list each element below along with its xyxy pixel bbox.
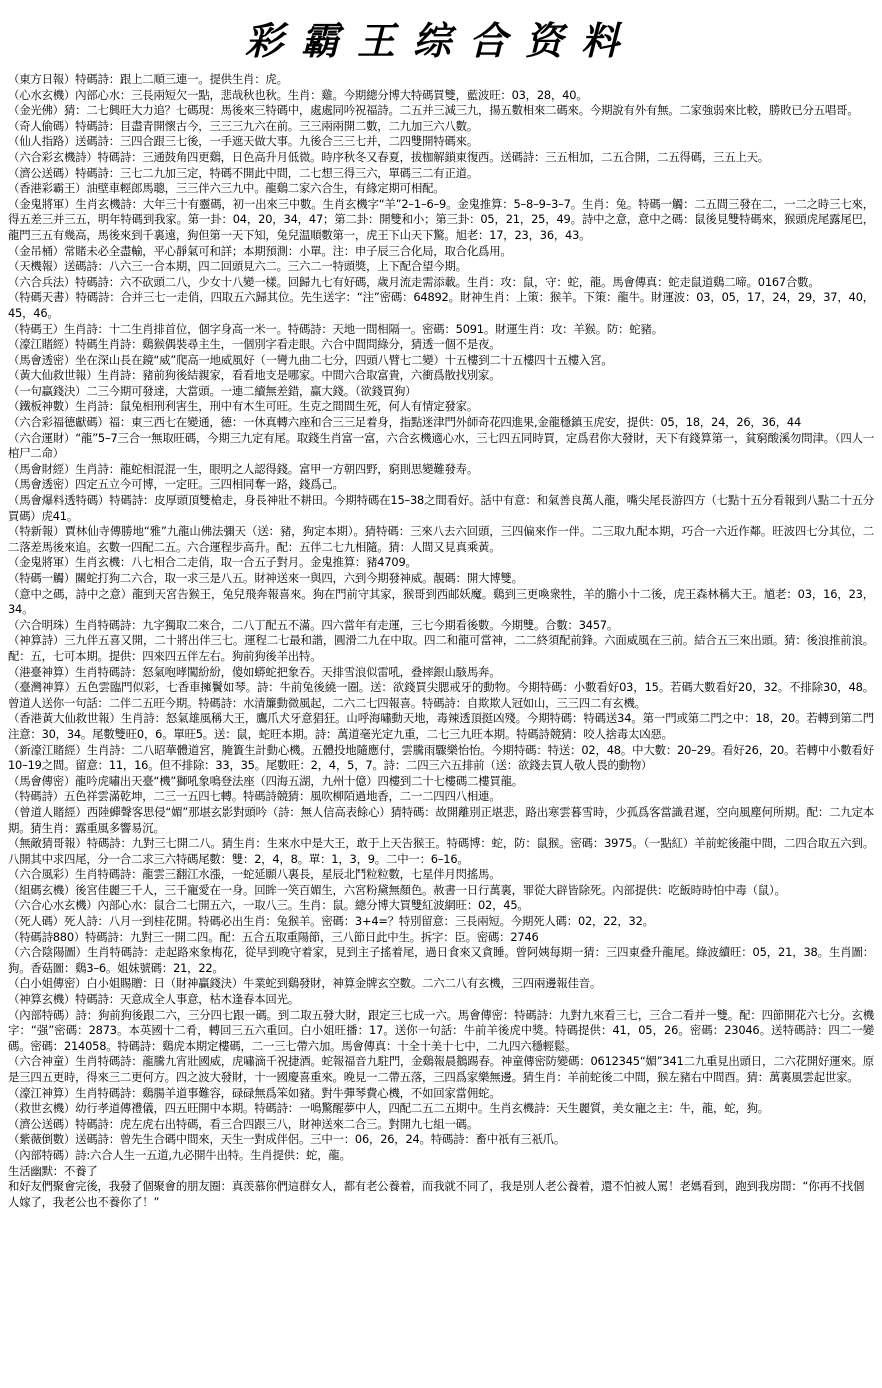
entry-source: （金鬼將軍） bbox=[8, 196, 76, 211]
entry-item bbox=[8, 805, 874, 836]
entry-text: 生肖玄機：八七相合二走俏，取一合五子對月。金鬼推算：豬4709。 bbox=[75, 555, 417, 570]
entry-item bbox=[8, 524, 874, 555]
entry-item bbox=[8, 1054, 874, 1085]
entry-item bbox=[8, 462, 874, 478]
entry-text: 生肖詩：鼠兔相刑利害生，刑中有木生可旺。生克之間間生死，何人有情定發家。 bbox=[75, 399, 479, 414]
entry-item bbox=[8, 883, 874, 899]
entry-item bbox=[8, 259, 874, 275]
entry-source: （六合心水玄機） bbox=[8, 898, 98, 913]
entry-source: （馬會財經） bbox=[8, 461, 76, 476]
entry-text: 特碼詩：九對三一開二四。配：五合五取重陽節，三八節日此中生。拆字：臣。密碼：2746 bbox=[85, 929, 539, 944]
page-title: 彩霸王综合资料 bbox=[244, 18, 637, 63]
entry-text: 關蛇打狗二六合，取一求三是八五。財神送來一與四，六到今期發神威。靚碼：開大博雙。 bbox=[75, 571, 523, 585]
entry-text: 坐在深山長在鏡“威”爬高一地威風好（一彎九曲二七分，四頭八臂七二變）十五樓到二十五樓四十五樓入宮。 bbox=[75, 352, 613, 367]
entry-source: （金吊桶） bbox=[8, 243, 64, 258]
entry-source: （神算玄機） bbox=[8, 992, 76, 1007]
entry-source: （白小姐傳密） bbox=[8, 976, 87, 991]
entry-source: （六合風彩） bbox=[8, 867, 76, 882]
entry-source: （死人碼） bbox=[8, 914, 64, 929]
entry-source: （濟公送碼） bbox=[8, 1116, 76, 1131]
entry-item bbox=[8, 368, 874, 384]
entry-item bbox=[8, 914, 874, 930]
entry-item bbox=[8, 353, 874, 369]
entry-item bbox=[8, 774, 874, 790]
entry-source: （六合彩福德獻碼） bbox=[8, 415, 109, 430]
entry-text: 特碼詩：虎左虎右出特碼，看三合四跟三八，財神送來二合三。對開九七組一碼。 bbox=[75, 1116, 479, 1131]
entry-source: （特新報） bbox=[8, 524, 65, 539]
entry-source: （特碼一觸） bbox=[8, 571, 76, 585]
entry-item bbox=[8, 743, 874, 774]
entry-text: 賈林仙寺傳勝地“雅”九龍山佛法彌天（送：豬，狗定本期）。猜特碼：三來八去六回頭，三四偏來作一伴。二三取九配本期，巧合一六近作鄰。旺波四七分其位，二二落差馬後來追。玄數一四配二五。六合運程步高升。配：五伴二七九相隨。猜：人間又見真乘黃。 bbox=[8, 524, 874, 554]
entry-source: （六合明珠） bbox=[8, 617, 76, 632]
entry-item bbox=[8, 181, 874, 197]
entry-text: 生肖特碼詩：鷄腸羊道事難容，碌碌無爲笨如豬。對牛彈琴費心機，不如回家當佣蛇。 bbox=[75, 1085, 501, 1100]
entry-source: （組碼玄機） bbox=[8, 882, 76, 897]
entry-text: “龍”5–7三合一無取旺碼，今期三九定有尾。取錢生肖富一富，六合玄機適心水，三七四五同時買，定爲君你大發財，天下有錢算第一，貧窮酸溪勿問津。（四人一棺尸二命） bbox=[8, 430, 874, 461]
entry-item bbox=[8, 166, 874, 182]
entry-text: 生肖特碼詩：龍雲三翻江水漲，一蛇延願八裏長，星辰北鬥粒粒數，七星伴月閃搖馬。 bbox=[75, 867, 501, 882]
entry-text: 特碼詩：九對三七開二八。猜生肖：生來水中是大王，敢于上天告猴王。特碼博：蛇，防：鼠猴。密碼：3975。（一點紅）羊前蛇後龍中間，二四合取五六到。八開其中求四尾，分一合二求三六特碼尾數：雙：2，4，8。單：1，3，9。二中一：6–16。 bbox=[8, 836, 874, 866]
entry-item bbox=[8, 836, 874, 867]
entry-text: 白小姐賜贈：日（財神贏錢決）牛業蛇到鷄發財，神算金牌玄空數。二六二八有玄機，三四兩邊報佳音。 bbox=[86, 976, 602, 991]
entry-item bbox=[8, 680, 874, 711]
entry-item bbox=[8, 711, 874, 742]
entry-source: （無敵猜哥報） bbox=[8, 836, 87, 851]
entry-source: （特碼詩880） bbox=[8, 929, 86, 944]
entry-item bbox=[8, 1132, 874, 1148]
entry-text: 生肖詩：豬前狗後結親家，看看地支是哪家。中間六合取富貴，六衝爲散找別家。 bbox=[97, 368, 501, 383]
entry-source: （內部特碼） bbox=[8, 1007, 76, 1022]
entry-source: （臺灣神算） bbox=[8, 680, 76, 695]
entry-item bbox=[8, 1101, 874, 1117]
entry-text: 後宮佳麗三千人，三千寵愛在一身。回眸一笑百媚生，六宮粉黛無顏色。赦書一日行萬裏，罪從大辟皆除死。內部提供：吃飯時時怕中毒（鼠）。 bbox=[75, 882, 786, 897]
entry-source: （馬會爆料透特碼） bbox=[8, 493, 110, 508]
entry-source: （仙人指路） bbox=[8, 134, 76, 149]
entry-item bbox=[8, 197, 874, 244]
entry-source: （香港黃大仙救世報） bbox=[8, 711, 121, 726]
entry-text: 二三今期可發達，大當頭。一連二續無差錯，赢大錢。（欲錢買狗） bbox=[86, 383, 417, 398]
entry-text: 特碼詩：六不砍頭二八，少女十八變一樣。回歸九七有好碼，歲月流走需添載。生肖：攻：鼠，守：蛇，龍。馬會傳真：蛇走鼠道鷄二啼。0167合數。 bbox=[75, 274, 820, 289]
entry-source: （濠江賭經） bbox=[8, 337, 76, 352]
entry-text: 送碼詩：曾先生合碼中間來，天生一對成伴侶。三中一：06，26，24。特碼詩：畜中祇有三祇爪。 bbox=[75, 1132, 566, 1147]
entry-source: （救世玄機） bbox=[8, 1101, 76, 1116]
entry-source: （六合神童） bbox=[8, 1054, 76, 1069]
entry-text: 死人詩：八月一到桂花開。特碼必出生肖：兔猴羊。密碼：3+4=？特別留意：三長兩短。今期死人碼：02，22，32。 bbox=[63, 914, 654, 929]
entry-source: （曾道人賭經） bbox=[8, 804, 87, 819]
entry-source: （東方日報） bbox=[8, 72, 76, 86]
entry-text: 生肖特碼詩：龍騰九宵壯國威，虎嘯滴千祝捷酒。蛇報福音九駐門，金鷄報晨鵝踢春。神童傳密防變碼：0612345“媚”341二九重見出頭日，二六花開好運來。原是三四五更時，得來三二更何方。四之波大發財，十一國慶喜重來。晚見一二帶五落，三四爲家樂無邊。猜生肖：羊前蛇後二中間，猴左豬右中間酉。猜：萬裏風雲起世家。 bbox=[8, 1054, 874, 1084]
entry-source: （馬會傳密） bbox=[8, 773, 76, 788]
entry-text: 送碼詩：三四合跟三七後，一手遮天做大事。九後合三三七并，二四雙開特碼來。 bbox=[75, 134, 479, 149]
entry-item bbox=[8, 275, 874, 291]
entry-source: （六合陰陽圖） bbox=[8, 945, 87, 960]
entry-text: 特碼詩：皮厚頭頂雙槍走，身長神壯不耕田。今期特碼在15–38之間看好。話中有意：和氣善良萬人龍，嘴尖尾長游四方（七點十五分看報到八點二十五分買碼）虎41。 bbox=[8, 493, 874, 523]
entry-item bbox=[8, 1086, 874, 1102]
entry-text: 內部心水：三長兩短欠一點，悲哉秋也秋。生肖：雞。今期總分博大特碼買雙，藍波旺：03，28，40。 bbox=[75, 87, 588, 102]
humor-text: 和好友們聚會完後，我發了個聚會的朋友圈：真羡慕你們這群女人，都有老公養着，而我就不同了，我是別人老公養着，還不怕被人罵！老媽看到，跑到我房間：“你再不找個人嫁了，我老公也不養你了！” bbox=[8, 1179, 865, 1209]
entry-source: （神算詩） bbox=[8, 633, 65, 648]
entry-item bbox=[8, 945, 874, 976]
entry-text: 猜：二七興旺大力追？七碼現：馬後來三特碼中，處處同吟祝福詩。二五并三減三九，揚五數相來二碼來。今期說有外有無。二家強弱來比較，勝敗已分五唱哥。 bbox=[63, 103, 859, 118]
entry-text: 詩：狗前狗後跟二六，三分四七跟一碼。到二取五發大財，跟定三七成一六。馬會傳密：特碼詩：九對九來看三七，三合二看并一雙。配：四節開花六七分。玄機字：“强”密碼：2873。本英國十二肴，轉回三五六重回。白小姐旺播：17。送你一句話：牛前羊後虎中獎。特碼提供：41，05，26。密碼：23046。送特碼詩：四二一變碼。密碼：214058。特碼詩：鷄虎本期定樓碼，二一三七帶六加。馬會傳真：十全十美十七中，二九四六穩輕鬆。 bbox=[8, 1007, 874, 1053]
entry-item bbox=[8, 930, 874, 946]
entry-source: （特碼詩） bbox=[8, 789, 64, 804]
entry-item bbox=[8, 337, 874, 353]
entry-source: （鐵板神數） bbox=[8, 399, 76, 414]
humor-heading: 生活幽默：不養了 bbox=[8, 1163, 98, 1178]
entry-item bbox=[8, 290, 874, 321]
entry-source: （濠江神算） bbox=[8, 1085, 76, 1100]
entry-item bbox=[8, 867, 874, 883]
entry-list bbox=[8, 72, 874, 1164]
entry-source: （黃大仙救世報） bbox=[8, 368, 98, 383]
entry-source: （內部特碼） bbox=[8, 1147, 76, 1162]
entry-text: 生肖特碼詩：九字獨取二來合，二八丁配五不滿。四六當年有走運，三七今期看後數。今期雙。合數：3457。 bbox=[75, 617, 619, 632]
entry-source: （港臺神算） bbox=[8, 664, 76, 679]
entry-item bbox=[8, 555, 874, 571]
entry-item bbox=[8, 665, 874, 681]
entry-text: 龍到天宮告猴王，兔兒飛奔報喜來。狗在門前守其家，猴哥到西邮妖魔。鷄到三更喚衆牲，羊的膽小十二後，虎王森林稱大王。馗老：03，16，23，34。 bbox=[8, 586, 874, 617]
entry-text: 生肖詩：十二生肖排首位，個字身高一米一。特碼詩：天地一間相隔一。密碼：5091。財運生肖：攻：羊猴。防：蛇豬。 bbox=[63, 321, 663, 336]
entry-text: 特碼詩：三通鼓角四更鷄，日色高升月低微。時序秋冬又春夏，拔枷解鎖東復西。送碼詩：三五相加，二五合開，二五得碼，三五上天。 bbox=[97, 149, 769, 164]
entry-item bbox=[8, 493, 874, 524]
entry-source: （心水玄機） bbox=[8, 87, 76, 102]
entry-item bbox=[8, 976, 874, 992]
entry-source: （新濠江賭經） bbox=[8, 742, 87, 757]
entry-text: 生肖詩：怒氣雄風稱大王，鷹爪犬牙意猖狂。山呼海嘯動天地，毒辣透頂挺凶殘。今期特碼：特碼送34。第一門或第二門之中：18，20。若轉到第二門注意：30，34。尾數雙旺0，6。單旺5。送：鼠，蛇旺本期。詩：萬道毫光定九重，二七三九旺本期。特碼詩競猜：咬人捨毒太凶惡。 bbox=[8, 711, 874, 741]
entry-item bbox=[8, 898, 874, 914]
entry-item bbox=[8, 88, 874, 104]
entry-source: （金鬼將軍） bbox=[8, 555, 76, 570]
entry-text: 特碼詩：天意成全人事意，枯木逢春本回光。 bbox=[75, 992, 299, 1007]
entry-text: 油壁車輕郎馬聰，三三伴六三九中。龍鷄二家六合生，有緣定期可相配。 bbox=[86, 181, 445, 196]
entry-item bbox=[8, 1008, 874, 1055]
entry-text: 五色祥雲滿乾坤，二三一五四七轉。特碼詩競猜：風吹柳陌過地香，二一二四四八相連。 bbox=[63, 789, 501, 804]
entry-text: 內部心水：鼠合二七開五六，一取八三。生肖：鼠。總分博大買雙紅波網旺：02，45。 bbox=[97, 898, 529, 913]
entry-text: 詩:六合人生一五道,九必開牛出特。生肖提供：蛇，龍。 bbox=[75, 1147, 351, 1162]
entry-source: （香港彩霸王） bbox=[8, 181, 87, 196]
entry-text: 常賭未必全盡輸，平心靜氣可和詳；本期預測：小單。注：申子辰三合化局，取合化爲用。 bbox=[63, 243, 512, 258]
entry-source: （意中之碼，詩中之意） bbox=[8, 586, 133, 601]
entry-item bbox=[8, 134, 874, 150]
entry-text: 三九伴五喜又開，二十將出伴三七。運程二七最和諧，圓滑二九在中取。四二和龍可當神，二二終須配前鋒。六面威風在三前。結合五三來出頭。猜：後浪推前浪。配：五，七可本期。提供：四來四五伴左右。狗前狗後羊出特。 bbox=[8, 633, 874, 663]
entry-text: 生肖特碼詩：怒氣咆哮闖紛紛，傻如蟒蛇把象吞。天排雪浪似雷吼，叠摔銀山駭馬奔。 bbox=[75, 664, 501, 679]
entry-item bbox=[8, 633, 874, 664]
entry-source: （特碼王） bbox=[8, 321, 64, 336]
entry-item bbox=[8, 399, 874, 415]
entry-source: （特碼天書） bbox=[8, 290, 76, 305]
entry-item bbox=[8, 119, 874, 135]
entry-source: （濟公送碼） bbox=[8, 165, 76, 180]
entry-source: （馬會透密） bbox=[8, 477, 76, 492]
entry-item bbox=[8, 431, 874, 462]
entry-item bbox=[8, 618, 874, 634]
entry-text: 生肖詩：二八昭華體道宮，腌簣生計動心機。五體投地隨應付，雲騰雨驟樂怡怡。今期特碼：特送：02，48。中大數：20–29。看好26，20。若轉中小數看好10–19之間。留意：11，16。但不排除：33，35。尾數旺：2，4，5，7。詩：二四三六五排前（送：欲錢去買人敬人畏的動物） bbox=[8, 742, 874, 773]
entry-text: 五色雲臨門似彩，七香車擁鬢如琴。詩：牛前兔後繞一圈。送：欲錢買尖腮戒牙的動物。今期特碼：小數看好03，15。若碼大數看好20，32。不排除30，48。曾道人送你一句話：二伴二五旺今期。特碼詩：水清簾動微風起，二六二七四報喜。特碼詩：自欺欺人冠如山，三三四二有玄機。 bbox=[8, 680, 874, 710]
entry-source: （六合兵法） bbox=[8, 274, 76, 289]
entry-source: （紫薇倒數） bbox=[8, 1132, 76, 1147]
entry-item bbox=[8, 415, 874, 431]
entry-item bbox=[8, 384, 874, 400]
entry-item bbox=[8, 571, 874, 587]
entry-item bbox=[8, 244, 874, 260]
entry-source: （天機報） bbox=[8, 259, 64, 274]
entry-text: 幼行孝道傳禮儀，四五旺開中本期。特碼詩：一鳴驚醒夢中人，四配二五二五期中。生肖玄機詩：天生麗質，美女寵之主：牛，龍，蛇，狗。 bbox=[75, 1101, 769, 1116]
entry-item bbox=[8, 1117, 874, 1133]
entry-source: （一句贏錢決） bbox=[8, 383, 87, 398]
entry-item bbox=[8, 789, 874, 805]
entry-text: 特碼詩：跟上二順三連一。提供生肖：虎。 bbox=[75, 72, 288, 86]
humor-section bbox=[8, 1164, 874, 1211]
entry-item bbox=[8, 1148, 874, 1164]
entry-text: 送碼詩：八六三一合本期，四二回頭見六二。三六二一特頭獎，上下配合望今期。 bbox=[63, 259, 467, 274]
entry-item bbox=[8, 72, 874, 88]
entry-item bbox=[8, 992, 874, 1008]
entry-text: 特碼詩：合并三七一走俏，四取五六歸其位。先生送字：“注”密碼：64892。財神生肖：上策：猴羊。下策：龍牛。財運波：03，05，17，24，29，37，40，45，46。 bbox=[8, 290, 874, 320]
entry-text: 特碼生肖詩：鷄猴偶裝尋主生，一個別字看走眼。六合中間問綠分，猜透一個不是夜。 bbox=[75, 337, 501, 352]
entry-text: 生肖詩：龍蛇相混混一生，眼明之人認得錢。富甲一方朝四野，窮則思變難發寿。 bbox=[75, 461, 479, 476]
entry-item bbox=[8, 477, 874, 493]
entry-item bbox=[8, 150, 874, 166]
entry-text: 龍吟虎嘯出天臺“機”獅吼象鳴登法座（四海五湖，九州十億）四樓到二十七樓碼二樓買龍。 bbox=[75, 773, 523, 788]
entry-source: （馬會透密） bbox=[8, 352, 76, 367]
entry-text: 四定五立今可博，一定旺。三四相同奪一路，錢爲己。 bbox=[75, 477, 344, 492]
entry-source: （六合運財） bbox=[8, 430, 76, 445]
entry-text: 福：東三西七在變通，德：一休真轉六座和合三三足着身，指點迷津門外師奇花四進果,金龍穩鎮玉虎安，提供：05，18，24，26，36，44 bbox=[108, 415, 802, 430]
entry-item bbox=[8, 103, 874, 119]
entry-item bbox=[8, 587, 874, 618]
entry-text: 西陸蟬聲客思侵“媚”那堪玄影對頭吟（詩：無人信高表餘心）猜特碼：故開離別正堪悲，路出寒雲暮雪時，少孤爲客當識君遲，空向風塵何所期。配：二九定本期。猜生肖：露重風多響易沉。 bbox=[8, 804, 875, 835]
entry-text: 生肖玄機詩：大年三十有靈碼，初一出來三中數。生肖玄機字“羊”2–1–6–9。金鬼推算：5–8–9–3–7。生肖：兔。特碼一觸：二五間三發在二，一二之時三七來，得五差三并三五，明年特碼到我家。第一卦：04，20，34，47；第二卦：開雙和小；第三卦：05，21，25，49。詩中之意，意中之碼：鼠後見雙特碼來，猴頭虎尾露尾巴，龍門三五有幾高，馬後來到千裏遠，狗但第一天下知，兔兒温順數第一，虎王下山天下驚。旭老：17，23，36，43。 bbox=[8, 196, 874, 242]
entry-source: （金光佛） bbox=[8, 103, 64, 118]
entry-source: （六合彩玄機詩） bbox=[8, 149, 98, 164]
entry-text: 生肖特碼詩：走起路來象梅花，從早到晚守着家，見到主子搖着尾，過日食來又貪睡。曾阿姨每期一猜：三四東叠升龍尾。綠波續旺：05，21，38。生肖圖：狗。香菇圖：鷄3–6。姐妹號碼：21，22。 bbox=[8, 945, 874, 975]
entry-text: 特碼詩：目盡青開懷古今，三三三九六在前。三三兩兩開二數，二九加三六八數。 bbox=[75, 118, 479, 133]
entry-text: 特碼詩：三七二九加三定，特碼不開此中間，二七想三得三六，單碼三二有正道。 bbox=[75, 165, 479, 180]
entry-source: （奇人偷碼） bbox=[8, 118, 76, 133]
entry-item bbox=[8, 322, 874, 338]
